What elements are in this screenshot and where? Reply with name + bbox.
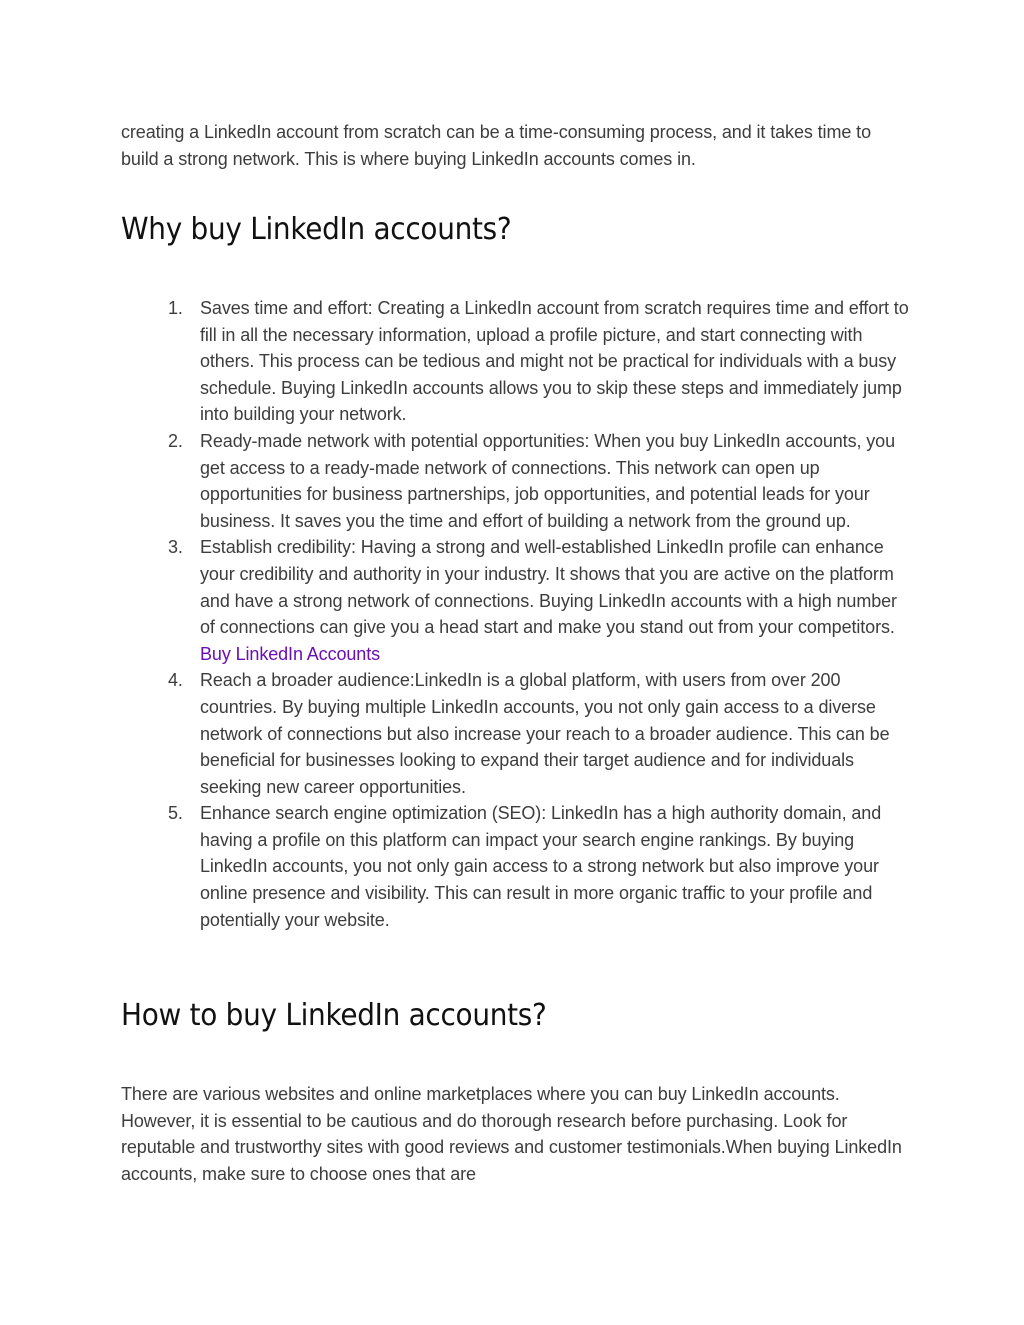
heading-how-to-buy: How to buy LinkedIn accounts?	[121, 998, 547, 1033]
list-number: 3.	[168, 537, 183, 558]
list-item	[121, 667, 911, 800]
list-item	[121, 428, 911, 534]
list-number: 4.	[168, 670, 183, 691]
list-item-text: Reach a broader audience:LinkedIn is a global platform, with users from over 200 countries. By buying multiple LinkedIn accounts, you not only gain access to a diverse network of connections but also increase your reach to a broader audience. This can be beneficial for businesses looking to expand their target audience and for individuals seeking new career opportunities.	[200, 670, 890, 797]
list-number: 5.	[168, 803, 183, 824]
list-number: 1.	[168, 298, 183, 318]
heading-why-buy: Why buy LinkedIn accounts?	[121, 212, 512, 247]
buy-linkedin-accounts-link[interactable]: Buy LinkedIn Accounts	[200, 643, 381, 664]
list-item-text: Saves time and effort: Creating a LinkedIn account from scratch requires time and effort to fill in all the necessary information, upload a profile picture, and start connecting with others. This process can be tedious and might not be practical for individuals with a busy schedule. Buying LinkedIn accounts allows you to skip these steps and immediately jump into building your network.	[200, 298, 909, 425]
list-item	[121, 295, 911, 428]
reasons-list	[121, 295, 911, 933]
list-item	[121, 800, 911, 933]
list-item	[121, 534, 911, 667]
list-number: 2.	[168, 430, 183, 451]
list-item-text: Establish credibility: Having a strong and well-established LinkedIn profile can enhance your credibility and authority in your industry. It shows that you are active on the platform and have a strong network of connections. Buying LinkedIn accounts with a high number of connections can give you a head start and make you stand out from your competitors.	[200, 537, 897, 638]
list-item-text: Enhance search engine optimization (SEO): LinkedIn has a high authority domain, and having a profile on this platform can impact your search engine rankings. By buying LinkedIn accounts, you not only gain access to a strong network but also improve your online presence and visibility. This can result in more organic traffic to your profile and potentially your website.	[200, 803, 882, 930]
how-to-buy-paragraph: There are various websites and online marketplaces where you can buy LinkedIn accounts. However, it is essential to be cautious and do thorough research before purchasing. Look for reputable and trustworthy sites with good reviews and customer testimonials.When buying LinkedIn accounts, make sure to choose ones that are	[121, 1084, 902, 1184]
intro-paragraph: creating a LinkedIn account from scratch can be a time-consuming process, and it takes time to build a strong network. This is where buying LinkedIn accounts comes in.	[121, 122, 871, 169]
list-item-text: Ready-made network with potential opportunities: When you buy LinkedIn accounts, you get access to a ready-made network of connections. This network can open up opportunities for business partnerships, job opportunities, and potential leads for your business. It saves you the time and effort of building a network from the ground up.	[200, 430, 896, 531]
